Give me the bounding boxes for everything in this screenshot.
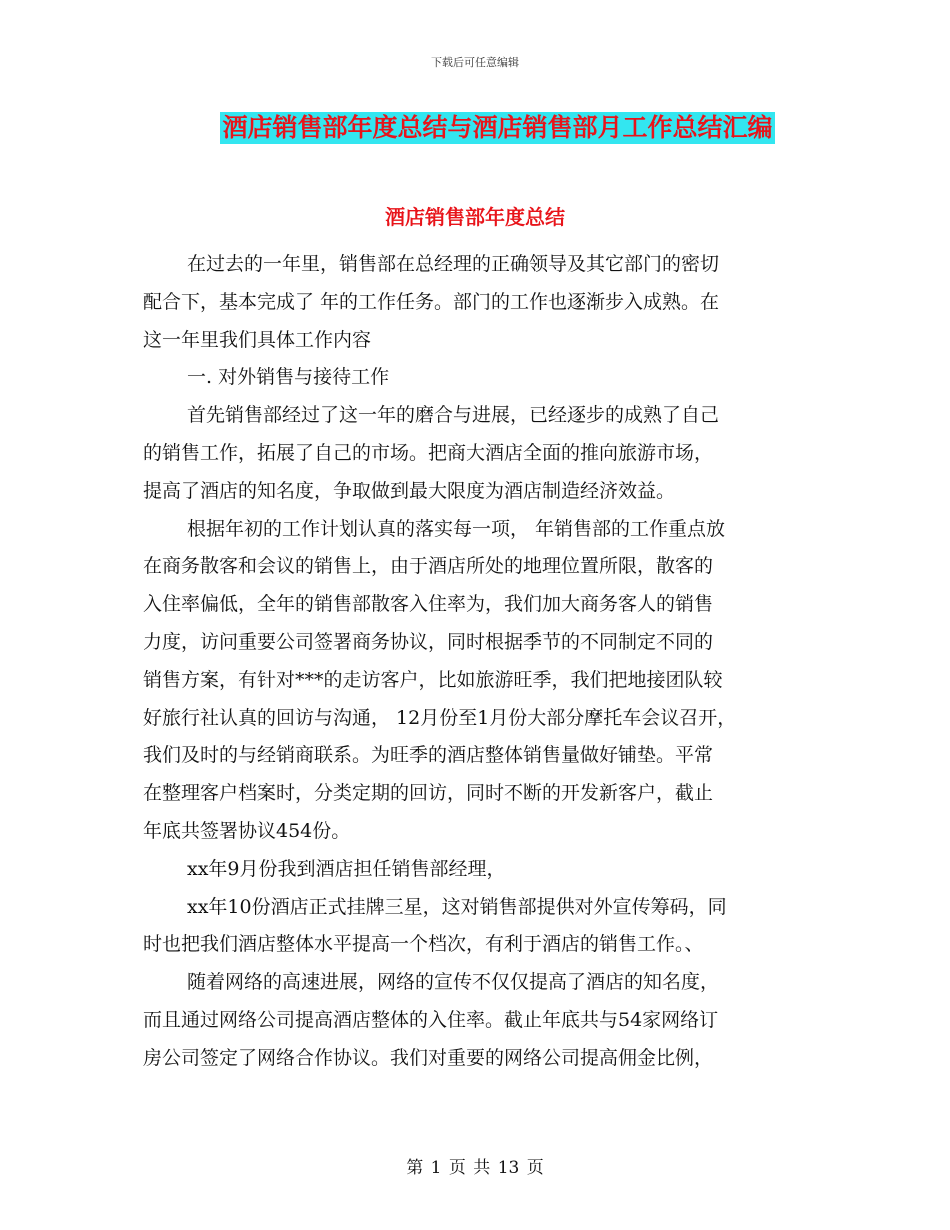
text-line: 提高了酒店的知名度，争取做到最大限度为酒店制造经济效益。: [143, 479, 676, 502]
text-line: 在过去的一年里，销售部在总经理的正确领导及其它部门的密切: [187, 253, 720, 275]
text-line: 在商务散客和会议的销售上，由于酒店所处的地理位置所限，散客的: [143, 555, 714, 578]
section-title: 酒店销售部年度总结: [385, 205, 565, 229]
text-line: 我们及时的与经销商联系。为旺季的酒店整体销售量做好铺垫。平常: [143, 744, 714, 767]
page-footer: 第 1 页 共 13 页: [406, 1158, 544, 1178]
text-line: 房公司签定了网络合作协议。我们对重要的网络公司提高佣金比例，: [143, 1046, 714, 1069]
text-line: 配合下，基本完成了 年的工作任务。部门的工作也逐渐步入成熟。在: [143, 290, 720, 313]
body-text: [143, 246, 823, 1078]
text-line: 销售方案，有针对***的走访客户，比如旅游旺季，我们把地接团队较: [143, 668, 723, 691]
text-line: 的销售工作，拓展了自己的市场。把商大酒店全面的推向旅游市场，: [143, 441, 714, 464]
text-line: 首先销售部经过了这一年的磨合与进展，已经逐步的成熟了自己: [187, 404, 720, 427]
text-line: 入住率偏低，全年的销售部散客入住率为，我们加大商务客人的销售: [143, 593, 714, 616]
text-line: 根据年初的工作计划认真的落实每一项， 年销售部的工作重点放: [187, 517, 726, 540]
text-line: 时也把我们酒店整体水平提高一个档次，有利于酒店的销售工作。、: [143, 933, 704, 956]
document-title-container: [0, 112, 950, 144]
text-line: 一. 对外销售与接待工作: [187, 366, 390, 389]
document-title: 酒店销售部年度总结与酒店销售部月工作总结汇编: [222, 113, 773, 142]
text-line: 而且通过网络公司提高酒店整体的入住率。截止年底共与54家网络订: [143, 1008, 719, 1031]
text-line: xx年9月份我到酒店担任销售部经理，: [187, 857, 506, 880]
text-line: 在整理客户档案时，分类定期的回访，同时不断的开发新客户，截止: [143, 782, 714, 805]
text-line: 力度，访问重要公司签署商务协议，同时根据季节的不同制定不同的: [143, 630, 714, 653]
text-line: 随着网络的高速进展，网络的宣传不仅仅提高了酒店的知名度，: [187, 971, 720, 994]
text-line: 好旅行社认真的回访与沟通， 12月份至1月份大部分摩托车会议召开，: [143, 706, 737, 729]
text-line: 年底共签署协议454份。: [143, 819, 351, 842]
page-header-note: 下载后可任意编辑: [431, 56, 519, 69]
text-line: xx年10份酒店正式挂牌三星，这对销售部提供对外宣传筹码，同: [187, 895, 727, 918]
text-line: 这一年里我们具体工作内容: [143, 328, 372, 351]
